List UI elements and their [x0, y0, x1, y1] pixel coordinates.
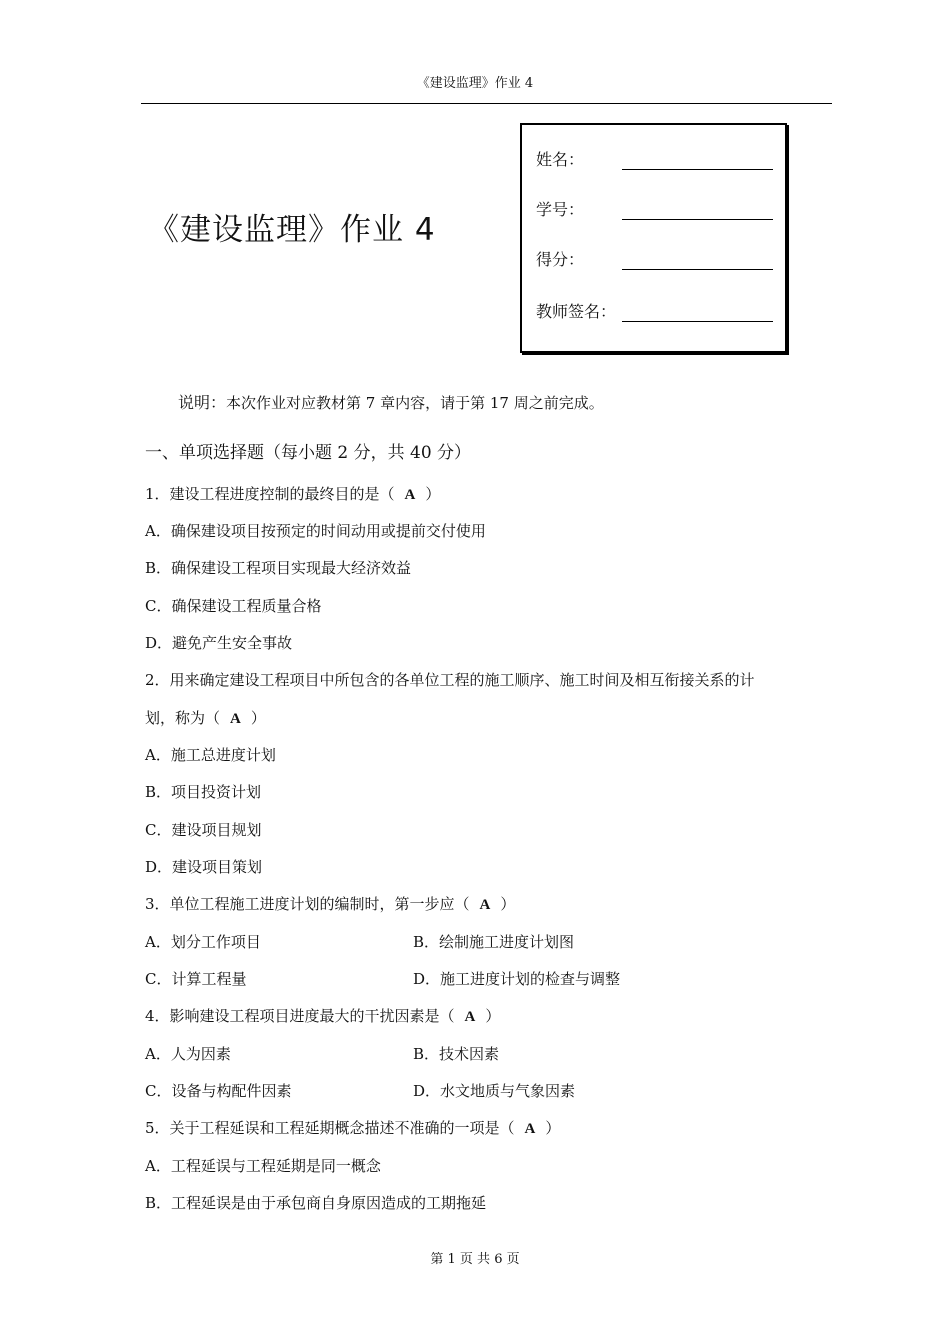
question-1-option-a: A．确保建设项目按预定的时间动用或提前交付使用 [145, 522, 486, 540]
question-3-option-b: B．绘制施工进度计划图 [413, 933, 575, 951]
question-2-option-d: D．建设项目策划 [145, 858, 263, 876]
question-4-option-a: A．人为因素 [145, 1045, 231, 1063]
question-4-option-c: C．设备与构配件因素 [145, 1082, 292, 1100]
question-2-option-b: B．项目投资计划 [145, 783, 262, 801]
question-1-stem: 1．建设工程进度控制的最终目的是（ A ） [145, 485, 441, 503]
question-2-option-a: A．施工总进度计划 [145, 746, 276, 764]
question-5-option-a: A．工程延误与工程延期是同一概念 [145, 1157, 381, 1175]
question-4-option-d: D．水文地质与气象因素 [413, 1082, 576, 1100]
name-row [536, 147, 773, 170]
question-5-answer: A [524, 1121, 536, 1137]
question-2-stem: 2．用来确定建设工程项目中所包含的各单位工程的施工顺序、施工时间及相互衔接关系的计 [145, 671, 755, 689]
question-5-stem: 5．关于工程延误和工程延期概念描述不准确的一项是（ A ） [145, 1119, 561, 1137]
question-3-option-a: A．划分工作项目 [145, 933, 261, 951]
question-4-stem: 4．影响建设工程项目进度最大的干扰因素是（ A ） [145, 1007, 501, 1025]
question-3-option-d: D．施工进度计划的检查与调整 [413, 970, 621, 988]
score-field[interactable] [622, 251, 773, 270]
question-1-option-b: B．确保建设工程项目实现最大经济效益 [145, 559, 412, 577]
score-row [536, 247, 773, 270]
question-1-option-c: C．确保建设工程质量合格 [145, 597, 322, 615]
question-3-option-c: C．计算工程量 [145, 970, 247, 988]
question-2-option-c: C．建设项目规划 [145, 821, 262, 839]
student-info-box [520, 123, 787, 353]
question-1-option-d: D．避免产生安全事故 [145, 634, 293, 652]
question-5-option-b: B．工程延误是由于承包商自身原因造成的工期拖延 [145, 1194, 487, 1212]
question-2-stem-continued: 划，称为（ A ） [145, 709, 266, 727]
name-field[interactable] [622, 151, 773, 170]
question-3-answer: A [479, 897, 491, 913]
question-2-answer: A [230, 711, 241, 727]
teacher-signature-row [536, 299, 773, 322]
header-divider [141, 103, 832, 104]
section-title: 一、单项选择题（每小题 2 分，共 40 分） [145, 443, 472, 463]
question-4-answer: A [464, 1009, 476, 1025]
instructions-note [178, 390, 604, 413]
student-id-label: 学号： [536, 200, 585, 219]
question-1-answer: A [404, 487, 416, 503]
teacher-signature-field[interactable] [622, 303, 773, 322]
student-id-row [536, 197, 773, 220]
name-label: 姓名： [536, 150, 585, 169]
question-3-stem: 3．单位工程施工进度计划的编制时，第一步应（ A ） [145, 895, 516, 913]
student-id-field[interactable] [622, 201, 773, 220]
page-footer: 第 1 页 共 6 页 [430, 1252, 520, 1267]
question-4-option-b: B．技术因素 [413, 1045, 500, 1063]
score-label: 得分： [536, 250, 585, 269]
note-text: 本次作业对应教材第 7 章内容，请于第 17 周之前完成。 [226, 394, 604, 412]
page-header: 《建设监理》作业 4 [416, 76, 534, 91]
note-label: 说明： [178, 393, 227, 412]
document-title: 《建设监理》作业 4 [148, 212, 436, 248]
teacher-signature-label: 教师签名： [536, 302, 617, 321]
